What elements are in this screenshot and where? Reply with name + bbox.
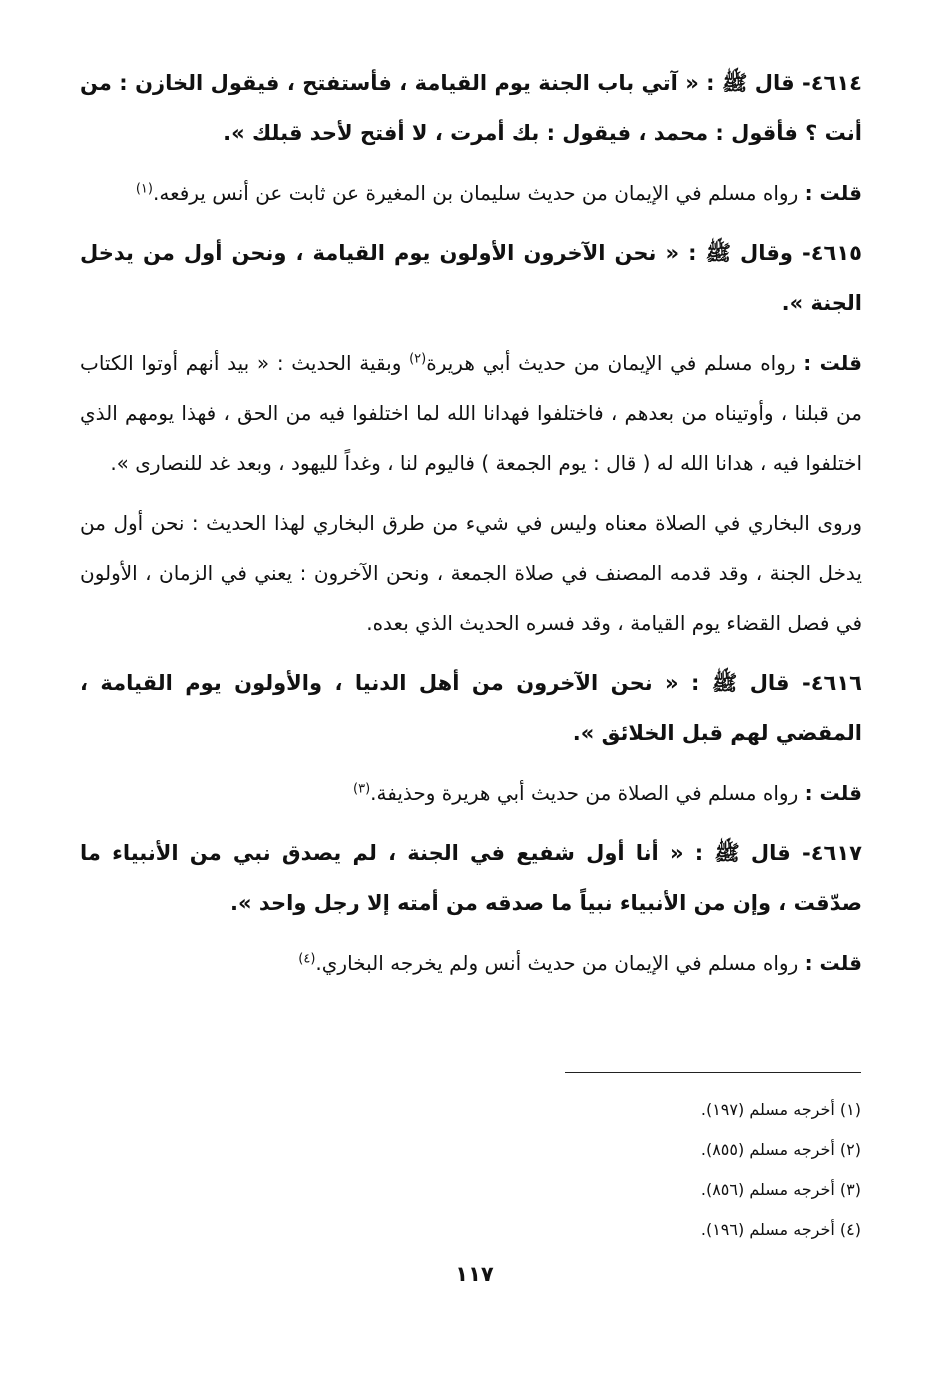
note-label: قلت : xyxy=(804,181,862,205)
hadith-number: ٤٦١٦ xyxy=(810,671,862,695)
note-label: قلت : xyxy=(803,351,863,375)
footnote-ref[interactable]: (٤) xyxy=(298,951,316,967)
commentary-note xyxy=(80,938,862,988)
note-label: قلت : xyxy=(804,951,862,975)
note-label: قلت : xyxy=(804,781,862,805)
footnote-ref[interactable]: (٣) xyxy=(353,781,371,797)
note-text: رواه مسلم في الإيمان من حديث أنس ولم يخرجه البخاري. xyxy=(315,951,799,975)
footnote-item: (٢) أخرجه مسلم (٨٥٥). xyxy=(700,1140,861,1159)
footnotes xyxy=(500,1090,861,1250)
note-text: رواه مسلم في الإيمان من حديث سليمان بن المغيرة عن ثابت عن أنس يرفعه. xyxy=(152,181,799,205)
note-text-continued: وبقية الحديث : « بيد أنهم أوتوا الكتاب من قبلنا ، وأوتيناه من بعدهم ، فاختلفوا فهدانا الله لما اختلفوا فيه من الحق ، فهذا يومهم الذي اختلفوا فيه ، هدانا الله له ( قال : يوم الجمعة ) فاليوم لنا ، وغداً لليهود ، وبعد غد للنصارى ». xyxy=(80,351,862,475)
hadith-text: - قال ﷺ : « آتي باب الجنة يوم القيامة ، فأستفتح ، فيقول الخازن : من أنت ؟ فأقول : محمد ، فيقول : بك أمرت ، لا أفتح لأحد قبلك ». xyxy=(80,71,862,145)
hadith-text: - قال ﷺ : « نحن الآخرون من أهل الدنيا ، والأولون يوم القيامة ، المقضي لهم قبل الخلائق ». xyxy=(80,671,862,745)
page-number: ١١٧ xyxy=(455,1262,494,1286)
footnote-item: (١) أخرجه مسلم (١٩٧). xyxy=(700,1100,861,1119)
commentary-note xyxy=(80,168,862,218)
hadith-text: - قال ﷺ : « أنا أول شفيع في الجنة ، لم يصدق نبي من الأنبياء ما صدّقت ، وإن من الأنبياء نبياً ما صدقه من أمته إلا رجل واحد ». xyxy=(80,841,862,915)
commentary-note xyxy=(80,768,862,818)
note-text: رواه مسلم في الصلاة من حديث أبي هريرة وحذيفة. xyxy=(370,781,799,805)
commentary-note xyxy=(80,498,862,648)
footnote-ref[interactable]: (١) xyxy=(135,181,153,197)
footnote-divider xyxy=(565,1072,861,1073)
footnote-item: (٤) أخرجه مسلم (١٩٦). xyxy=(700,1220,861,1239)
hadith-number: ٤٦١٥ xyxy=(810,241,862,265)
note-text: وروى البخاري في الصلاة معناه وليس في شيء من طرق البخاري لهذا الحديث : نحن أول من يدخل الجنة ، وقد قدمه المصنف في صلاة الجمعة ، ونحن الآخرون : يعني في الزمان ، الأولون في فصل القضاء يوم القيامة ، وقد فسره الحديث الذي بعده. xyxy=(80,511,862,635)
commentary-note xyxy=(80,338,862,488)
hadith-number: ٤٦١٤ xyxy=(810,71,862,95)
page-body xyxy=(80,58,862,998)
footnote-item: (٣) أخرجه مسلم (٨٥٦). xyxy=(700,1180,861,1199)
hadith-4617 xyxy=(80,828,862,928)
hadith-4614 xyxy=(80,58,862,158)
hadith-4615 xyxy=(80,228,862,328)
footnote-ref[interactable]: (٢) xyxy=(409,351,427,367)
note-text: رواه مسلم في الإيمان من حديث أبي هريرة xyxy=(426,351,796,375)
hadith-text: - وقال ﷺ : « نحن الآخرون الأولون يوم القيامة ، ونحن أول من يدخل الجنة ». xyxy=(80,241,862,315)
hadith-4616 xyxy=(80,658,862,758)
hadith-number: ٤٦١٧ xyxy=(810,841,862,865)
